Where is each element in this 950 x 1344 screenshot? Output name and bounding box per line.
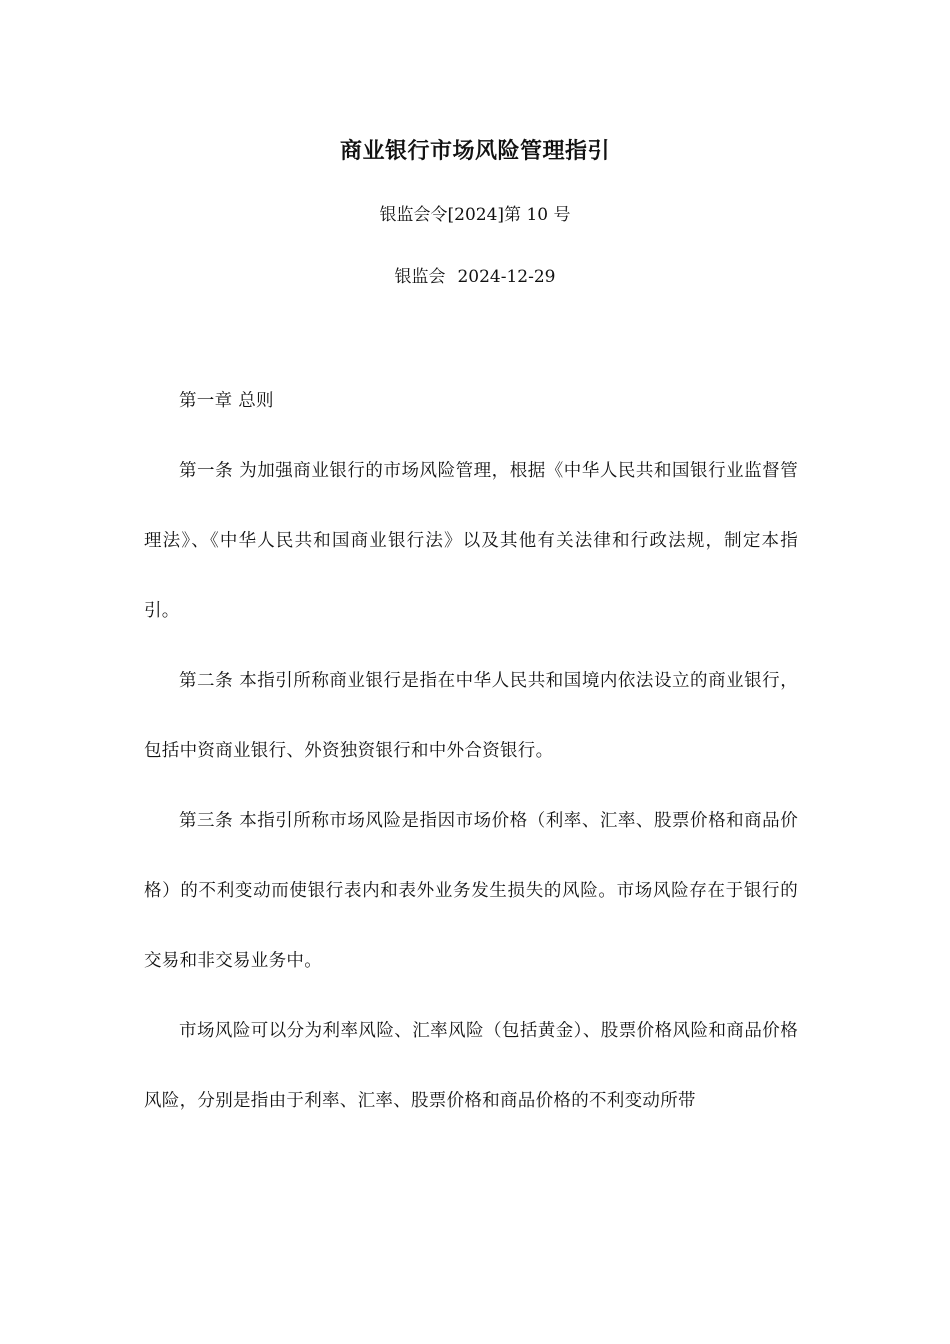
issuer-date-line <box>0 263 950 291</box>
article-paragraph: 第一条 为加强商业银行的市场风险管理，根据《中华人民共和国银行业监督管理法》、《中华人民共和国商业银行法》以及其他有关法律和行政法规，制定本指引。 <box>144 461 798 621</box>
document-number: 银监会令[2024]第 10 号 <box>379 205 571 225</box>
document-body <box>144 366 798 1136</box>
issuer: 银监会 <box>394 267 446 287</box>
document-title: 商业银行市场风险管理指引 <box>339 138 610 164</box>
article-paragraph: 市场风险可以分为利率风险、汇率风险（包括黄金）、股票价格风险和商品价格风险，分别是指由于利率、汇率、股票价格和商品价格的不利变动所带 <box>144 1021 798 1111</box>
article-paragraph: 第二条 本指引所称商业银行是指在中华人民共和国境内依法设立的商业银行，包括中资商业银行、外资独资银行和中外合资银行。 <box>144 671 798 761</box>
chapter-heading: 第一章 总则 <box>179 391 274 411</box>
issue-date: 2024-12-29 <box>457 267 556 287</box>
article-paragraph: 第三条 本指引所称市场风险是指因市场价格（利率、汇率、股票价格和商品价格）的不利变动而使银行表内和表外业务发生损失的风险。市场风险存在于银行的交易和非交易业务中。 <box>144 811 798 971</box>
